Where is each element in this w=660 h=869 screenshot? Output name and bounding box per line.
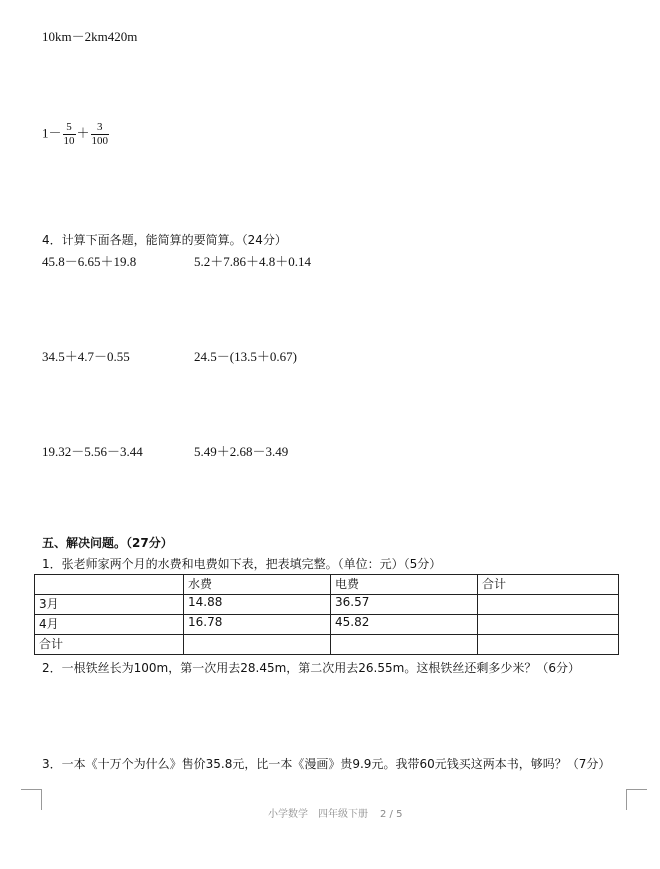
footer-text: 小学数学 四年级下册 <box>268 809 368 820</box>
problem-3: 3．一本《十万个为什么》售价35.8元，比一本《漫画》贵9.9元。我带60元钱买这两本书，够吗？（7分） <box>42 757 611 771</box>
table-cell <box>478 615 619 635</box>
q4-heading: 4．计算下面各题，能简算的要简算。（24分） <box>42 233 287 247</box>
table-cell: 3月 <box>35 595 184 615</box>
table-cell: 45.82 <box>331 615 478 635</box>
q4-expr-3: 34.5＋4.7－0.55 <box>42 349 130 364</box>
corner-mark-left <box>21 789 42 810</box>
table-cell: 电费 <box>331 575 478 595</box>
corner-mark-right <box>626 789 647 810</box>
fraction-lead: 1－ <box>42 125 62 141</box>
table-cell: 合计 <box>35 635 184 655</box>
q4-expr-5: 19.32－5.56－3.44 <box>42 444 143 459</box>
q4-expr-1: 45.8－6.65＋19.8 <box>42 254 137 269</box>
q4-expr-2: 5.2＋7.86＋4.8＋0.14 <box>194 254 312 269</box>
expr-fraction <box>42 121 110 148</box>
table-cell <box>35 575 184 595</box>
table-cell <box>478 595 619 615</box>
table-cell: 14.88 <box>184 595 331 615</box>
table-cell: 水费 <box>184 575 331 595</box>
q4-expr-4: 24.5－(13.5＋0.67) <box>194 349 297 364</box>
table-cell <box>478 635 619 655</box>
fraction-op: ＋ <box>76 125 90 141</box>
page-footer <box>268 805 402 820</box>
q4-expr-6: 5.49＋2.68－3.49 <box>194 444 289 459</box>
table-cell: 16.78 <box>184 615 331 635</box>
section5-title: 五、解决问题。（27分） <box>42 536 173 550</box>
table-row <box>35 635 619 655</box>
fraction-3-100: $\frac{3}{100}$ <box>91 121 109 147</box>
table-cell: 36.57 <box>331 595 478 615</box>
table-header-row <box>35 575 619 595</box>
table-cell <box>184 635 331 655</box>
problem-1: 1．张老师家两个月的水费和电费如下表，把表填完整。（单位：元）（5分） <box>42 557 442 571</box>
fraction-5-10: $\frac{5}{10}$ <box>63 121 75 147</box>
table-cell: 合计 <box>478 575 619 595</box>
table-cell: 4月 <box>35 615 184 635</box>
table-row <box>35 595 619 615</box>
expr-km: 10km－2km420m <box>42 29 138 44</box>
problem-2: 2．一根铁丝长为100m，第一次用去28.45m，第二次用去26.55m。这根铁丝还剩多少米？（6分） <box>42 661 580 675</box>
page-number: 2 / 5 <box>380 809 403 820</box>
fee-table <box>34 574 619 655</box>
table-row <box>35 615 619 635</box>
table-cell <box>331 635 478 655</box>
